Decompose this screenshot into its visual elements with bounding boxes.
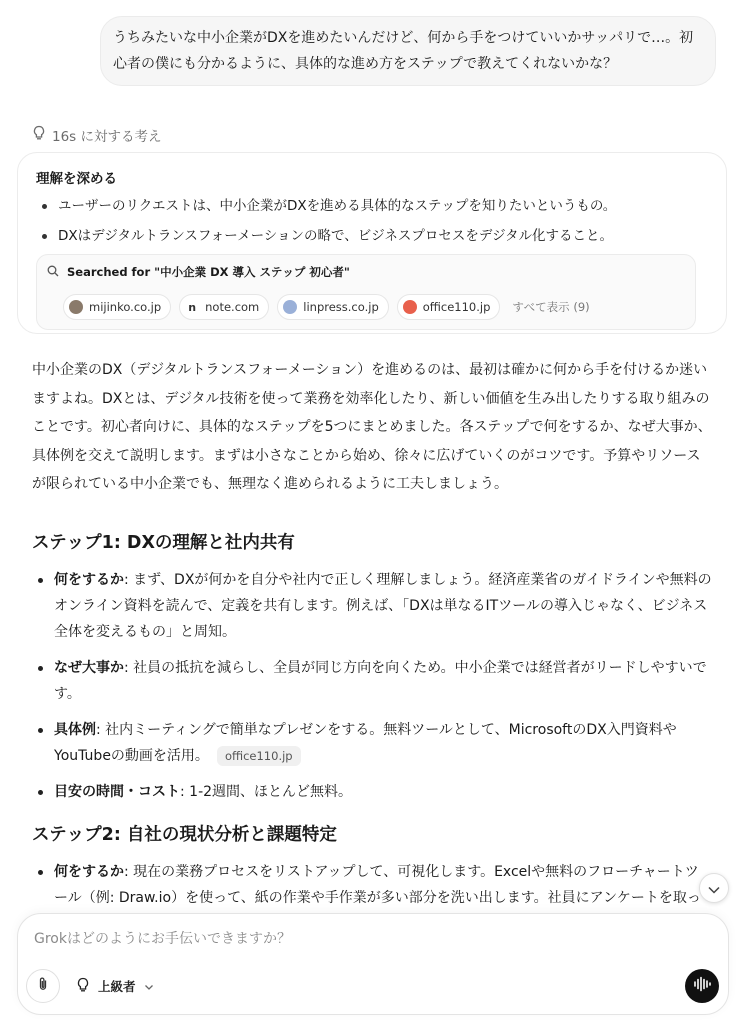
- show-all-sources-link[interactable]: すべて表示 (9): [512, 300, 590, 314]
- source-name: mijinko.co.jp: [89, 300, 162, 314]
- list-item: [32, 567, 712, 645]
- source-chip[interactable]: [397, 294, 501, 320]
- list-item: [32, 779, 712, 805]
- item-text: : 社内ミーティングで簡単なプレゼンをする。無料ツールとして、MicrosoftのDX入門資料やYouTubeの動画を活用。: [54, 721, 677, 764]
- search-query-label: Searched for "中小企業 DX 導入 ステップ 初心者": [67, 265, 350, 279]
- item-label: 具体例: [54, 721, 96, 738]
- item-label: なぜ大事か: [54, 659, 124, 676]
- assistant-answer: [32, 356, 712, 973]
- message-composer: [17, 913, 729, 1015]
- globe-favicon-icon: [283, 300, 297, 314]
- list-item: DXはデジタルトランスフォーメーションの略で、ビジネスプロセスをデジタル化すること。: [36, 221, 616, 251]
- source-name: linpress.co.jp: [303, 300, 379, 314]
- thinking-toggle[interactable]: [32, 125, 162, 145]
- message-input[interactable]: [32, 930, 696, 948]
- site-favicon-icon: [69, 300, 83, 314]
- item-text: : 現在の業務プロセスをリストアップして、可視化します。Excelや無料のフローチャートツール（例: Draw.io）を使って、紙の作業や手作業が多い部分を洗い出します。社員にアンケートを取っ: [54, 863, 701, 906]
- paperclip-icon: [36, 976, 50, 996]
- user-message: うちみたいな中小企業がDXを進めたいんだけど、何から手をつけていいかサッパリで…。初心者の僕にも分かるように、具体的な進め方をステップで教えてくれないかな？: [100, 16, 716, 86]
- chevron-down-icon: [144, 979, 154, 994]
- search-query-row: [47, 264, 350, 280]
- list-item: [32, 717, 712, 769]
- step1-list: [32, 567, 712, 805]
- voice-mode-button[interactable]: [685, 969, 719, 1003]
- item-text: : まず、DXが何かを自分や社内で正しく理解しましょう。経済産業省のガイドラインや無料のオンライン資料を読んで、定義を共有します。例えば、「DXは単なるITツールの導入じゃなく、ビジネス全体を変えるもの」と周知。: [54, 571, 712, 640]
- attach-button[interactable]: [26, 969, 60, 1003]
- item-label: 目安の時間・コスト: [54, 783, 180, 800]
- site-favicon-icon: [403, 300, 417, 314]
- lightbulb-icon: [32, 125, 46, 145]
- mode-selector[interactable]: [76, 972, 154, 1000]
- mode-label: 上級者: [98, 979, 136, 994]
- search-icon: [47, 265, 59, 280]
- waveform-icon: [693, 976, 711, 996]
- source-chip[interactable]: [277, 294, 388, 320]
- source-chip[interactable]: [179, 294, 269, 320]
- step2-heading: ステップ2: 自社の現状分析と課題特定: [32, 824, 337, 845]
- lightbulb-icon: [76, 977, 90, 996]
- thinking-panel: [17, 152, 727, 334]
- item-text: : 1-2週間、ほとんど無料。: [180, 783, 353, 800]
- thinking-duration: 16s に対する考え: [52, 129, 162, 145]
- list-item: ユーザーのリクエストは、中小企業がDXを進める具体的なステップを知りたいというもの。: [36, 191, 616, 221]
- thinking-list: [36, 191, 616, 251]
- list-item: [32, 655, 712, 707]
- item-label: 何をするか: [54, 863, 124, 880]
- step1-heading: ステップ1: DXの理解と社内共有: [32, 532, 295, 553]
- item-text: : 社員の抵抗を減らし、全員が同じ方向を向くため。中小企業では経営者がリードしやすいです。: [54, 659, 707, 702]
- note-favicon-icon: n: [188, 300, 197, 314]
- source-chips: [63, 294, 590, 320]
- citation-tag[interactable]: office110.jp: [217, 746, 301, 766]
- intro-paragraph: 中小企業のDX（デジタルトランスフォーメーション）を進めるのは、最初は確かに何から手を付けるか迷いますよね。DXとは、デジタル技術を使って業務を効率化したり、新しい価値を生み出したりする取り組みのことです。初心者向けに、具体的なステップを5つにまとめました。各ステップで何をするか、なぜ大事か、具体例を交えて説明します。まずは小さなことから始め、徐々に広げていくのがコツです。予算やリソースが限られている中小企業でも、無理なく進められるように工夫しましょう。: [32, 362, 712, 492]
- source-name: note.com: [205, 300, 260, 314]
- source-name: office110.jp: [422, 300, 491, 314]
- source-chip[interactable]: [63, 294, 171, 320]
- search-results-box: [36, 254, 696, 330]
- item-label: 何をするか: [54, 571, 124, 588]
- chevron-down-icon: [708, 879, 720, 898]
- scroll-down-button[interactable]: [699, 873, 729, 903]
- thinking-title: 理解を深める: [36, 171, 117, 187]
